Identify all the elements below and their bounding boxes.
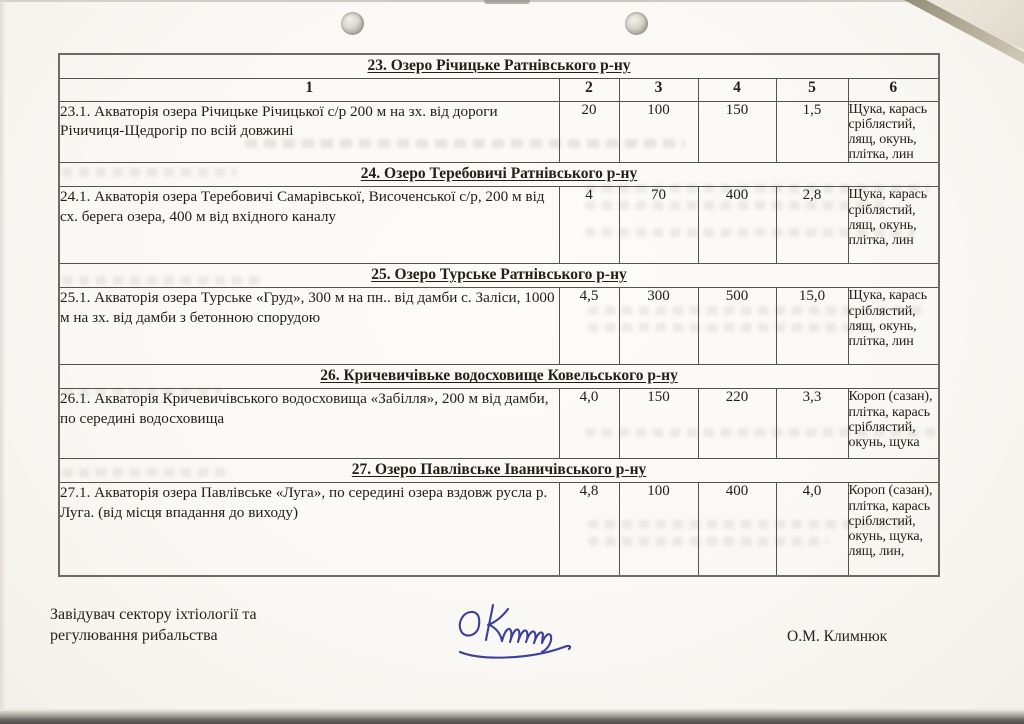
cell-species: Щука, карась сріблястий, лящ, окунь, плітка, лин — [848, 187, 939, 264]
section-title: 27. Озеро Павлівське Іваничівського р-ну — [351, 461, 647, 479]
fishing-areas-table — [58, 53, 940, 577]
section-header-row-27 — [59, 459, 939, 483]
data-row-24-1 — [59, 187, 939, 264]
cell-col4: 150 — [698, 101, 776, 163]
col-number-4: 4 — [698, 78, 776, 101]
section-title: 25. Озеро Турське Ратнівського р-ну — [371, 266, 627, 284]
cell-col4: 220 — [698, 389, 776, 459]
cell-species: Короп (сазан), плітка, карась сріблястий, окунь, щука, лящ, лин, — [848, 483, 939, 576]
cell-species: Щука, карась сріблястий, лящ, окунь, плітка, лин — [848, 101, 939, 163]
cell-col5: 1,5 — [776, 101, 848, 163]
cell-col2: 20 — [559, 101, 619, 163]
punch-hole-right — [625, 12, 648, 35]
signer-title — [50, 605, 257, 647]
cell-col5: 2,8 — [776, 187, 848, 264]
cell-col3: 70 — [619, 187, 698, 264]
data-row-25-1 — [59, 288, 939, 365]
section-header-26 — [59, 365, 939, 389]
cell-col5: 3,3 — [776, 389, 848, 459]
col-number-3: 3 — [619, 78, 698, 101]
cell-col5: 15,0 — [776, 288, 848, 365]
cell-col2: 4,5 — [559, 288, 619, 365]
cell-col4: 500 — [698, 288, 776, 365]
section-title: 23. Озеро Річицьке Ратнівського р-ну — [367, 57, 631, 74]
section-header-24 — [59, 163, 939, 187]
signer-title-line2: регулювання рибальства — [50, 626, 218, 644]
scan-bottom-edge — [0, 711, 1024, 724]
signer-title-line1: Завідувач сектору іхтіології та — [50, 606, 257, 623]
scan-top-mark — [484, 0, 530, 4]
cell-col4: 400 — [698, 483, 776, 576]
data-row-27-1 — [59, 483, 939, 576]
cell-species: Короп (сазан), плітка, карась сріблястий, окунь, щука — [848, 389, 939, 459]
cell-description: 24.1. Акваторія озера Теребовичі Самарівської, Височенської с/р, 200 м від сх. берега озера, 400 м від вхідного каналу — [59, 187, 559, 264]
cell-species: Щука, карась сріблястий, лящ, окунь, плітка, лин — [848, 288, 939, 365]
scan-left-edge — [0, 0, 6, 724]
data-row-23-1 — [59, 101, 939, 163]
cell-col4: 400 — [698, 187, 776, 264]
section-header-row-24 — [59, 163, 939, 187]
punch-hole-left — [341, 12, 364, 35]
section-header-row-26 — [59, 365, 939, 389]
cell-description: 27.1. Акваторія озера Павлівське «Луга», по середині озера вздовж русла р. Луга. (від місця впадання до виходу) — [59, 483, 559, 576]
cell-col3: 300 — [619, 288, 698, 365]
handwritten-signature-ink — [452, 596, 602, 668]
cell-col3: 100 — [619, 101, 698, 163]
cell-description: 25.1. Акваторія озера Турське «Груд», 300 м на пн.. від дамби с. Заліси, 1000 м на зх. від дамби з бетонною спорудою — [59, 288, 559, 365]
cell-col3: 100 — [619, 483, 698, 576]
section-header-row-25 — [59, 264, 939, 288]
col-number-2: 2 — [559, 78, 619, 101]
section-title: 24. Озеро Теребовичі Ратнівського р-ну — [360, 165, 638, 183]
cell-description: 26.1. Акваторія Кричевичівського водосховища «Забілля», 200 м від дамби, по середині водосховища — [59, 389, 559, 459]
column-number-row — [59, 78, 939, 101]
section-header-27 — [59, 459, 939, 483]
col-number-1: 1 — [59, 78, 559, 101]
section-header-25 — [59, 264, 939, 288]
cell-description: 23.1. Акваторія озера Річицьке Річицької с/р 200 м на зх. від дороги Річичиця-Щедрогір по всій довжині — [59, 101, 559, 163]
cell-col2: 4 — [559, 187, 619, 264]
data-row-26-1 — [59, 389, 939, 459]
cell-col2: 4,8 — [559, 483, 619, 576]
col-number-6: 6 — [848, 78, 939, 101]
cell-col2: 4,0 — [559, 389, 619, 459]
col-number-5: 5 — [776, 78, 848, 101]
section-title: 26. Кричевичівьке водосховище Ковельського р-ну — [320, 367, 678, 385]
section-header-row-23 — [59, 54, 939, 78]
section-header-23 — [59, 54, 939, 78]
cell-col5: 4,0 — [776, 483, 848, 576]
cell-col3: 150 — [619, 389, 698, 459]
signer-name: О.М. Климнюк — [787, 628, 888, 645]
